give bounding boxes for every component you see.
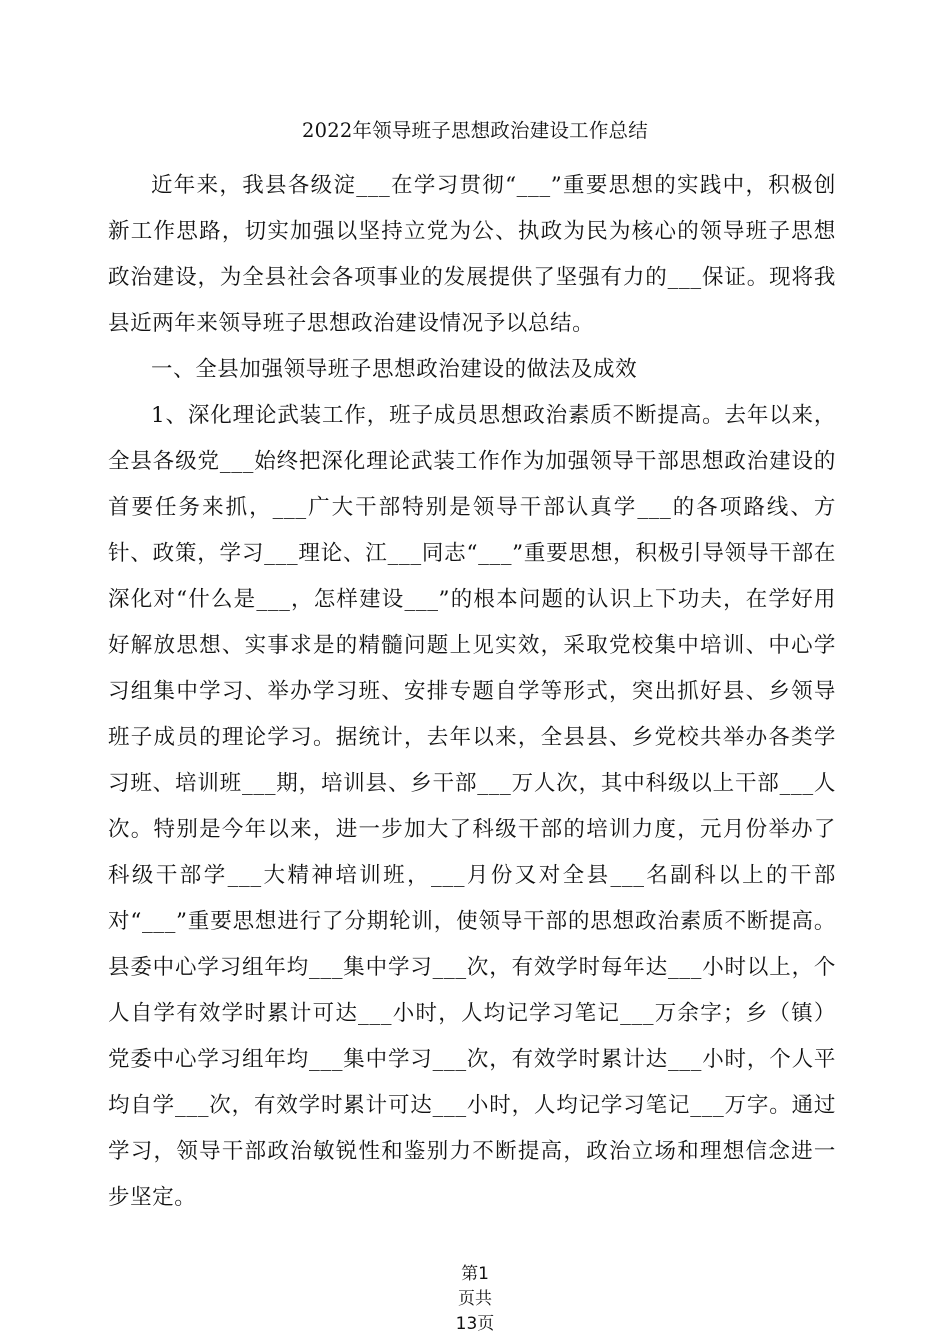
document-title: 2022年领导班子思想政治建设工作总结 bbox=[302, 119, 648, 142]
section-heading: 一、全县加强领导班子思想政治建设的做法及成效 bbox=[151, 357, 638, 382]
intro-paragraph: 近年来，我县各级淀___在学习贯彻“___”重要思想的实践中，积极创新工作思路，切实加强以坚持立党为公、执政为民为核心的领导班子思想政治建设，为全县社会各项事业的发展提供了坚强有力的___保证。现将我县近两年来领导班子思想政治建设情况予以总结。 bbox=[108, 173, 836, 336]
section-paragraph: 1、深化理论武装工作，班子成员思想政治素质不断提高。去年以来，全县各级党___始终把深化理论武装工作作为加强领导干部思想政治建设的首要任务来抓，___广大干部特别是领导干部认真学___的各项路线、方针、政策，学习___理论、江___同志“___”重要思想，积极引导领导干部在深化对“什么是___，怎样建设___”的根本问题的认识上下功夫，在学好用好解放思想、实事求是的精髓问题上见实效，采取党校集中培训、中心学习组集中学习、举办学习班、安排专题自学等形式，突出抓好县、乡领导班子成员的理论学习。据统计，去年以来，全县县、乡党校共举办各类学习班、培训班___期，培训县、乡干部___万人次，其中科级以上干部___人次。特别是今年以来，进一步加大了科级干部的培训力度，元月份举办了科级干部学___大精神培训班，___月份又对全县___名副科以上的干部对“___”重要思想进行了分期轮训，使领导干部的思想政治素质不断提高。县委中心学习组年均___集中学习___次，有效学时每年达___小时以上，个人自学有效学时累计可达___小时，人均记学习笔记___万余字；乡（镇）党委中心学习组年均___集中学习___次，有效学时累计达___小时，个人平均自学___次，有效学时累计可达___小时，人均记学习笔记___万字。通过学习，领导干部政治敏锐性和鉴别力不断提高，政治立场和理想信念进一步坚定。 bbox=[108, 403, 836, 1210]
page-number-line-2: 页共 bbox=[458, 1289, 492, 1309]
page-number-line-3: 13页 bbox=[455, 1314, 495, 1334]
page-footer bbox=[0, 1262, 950, 1337]
page-number-line-1: 第1 bbox=[461, 1264, 489, 1284]
document-body bbox=[108, 163, 836, 1221]
